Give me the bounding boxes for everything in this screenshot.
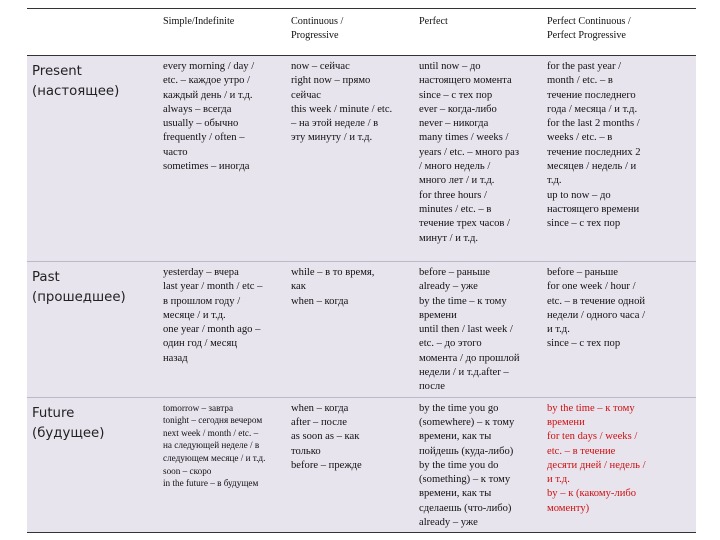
cell-line: минут / и т.д. — [419, 232, 479, 244]
cell-line: – на этой неделе / в — [291, 118, 379, 130]
cell-line: часто — [163, 146, 188, 158]
cell-line: и т.д. — [547, 474, 570, 486]
cell-line: десяти дней / недель / — [547, 459, 646, 471]
cell-line: недели / и т.д.after – — [419, 367, 509, 379]
cell-line: на следующей неделе / в — [163, 440, 260, 451]
header-perfect-label: Perfect — [419, 16, 448, 27]
cell-present-perfect-continuous — [542, 56, 696, 262]
cell-line: течение последних 2 — [547, 146, 641, 158]
cell-line: as soon as – как — [291, 431, 360, 443]
cell-line: soon – скоро — [163, 465, 212, 476]
cell-line: в прошлом году / — [163, 295, 241, 307]
header-perfect-continuous — [542, 9, 696, 56]
cell-line: течение последнего — [547, 89, 636, 101]
tense-past — [27, 262, 158, 398]
header-perfect — [414, 9, 542, 56]
header-perfect-continuous-line2: Perfect Progressive — [547, 30, 626, 42]
cell-line: one year / month ago – — [163, 324, 261, 336]
cell-line: т.д. — [547, 175, 562, 187]
cell-line: каждый день / и т.д. — [163, 89, 253, 101]
tense-future — [27, 397, 158, 533]
cell-past-continuous — [286, 262, 414, 398]
cell-line: времени, как ты — [419, 431, 492, 443]
cell-line: ever – когда-либо — [419, 103, 497, 115]
cell-line: сейчас — [291, 89, 321, 101]
cell-past-simple — [158, 262, 286, 398]
cell-past-perfect-continuous — [542, 262, 696, 398]
tense-translation: (прошедшее) — [32, 290, 126, 305]
cell-present-simple — [158, 56, 286, 262]
cell-line: years / etc. – много раз — [419, 146, 520, 158]
cell-line: следующем месяце / и т.д. — [163, 453, 266, 464]
tense-name: Future — [32, 405, 75, 421]
row-future — [27, 397, 696, 533]
cell-line: for the last 2 months / — [547, 118, 640, 130]
cell-line: before – раньше — [547, 267, 619, 278]
cell-line: назад — [163, 352, 188, 364]
cell-line: настоящего времени — [547, 203, 640, 215]
cell-present-perfect — [414, 56, 542, 262]
cell-line: usually – обычно — [163, 118, 239, 130]
cell-line: (somewhere) – к тому — [419, 416, 515, 428]
cell-line: by the time – к тому — [419, 295, 507, 307]
cell-line: и т.д. — [547, 324, 570, 336]
cell-line: right now – прямо — [291, 75, 371, 87]
cell-line: since – с тех пор — [419, 89, 493, 101]
cell-line: времени — [419, 309, 457, 321]
cell-line: many times / weeks / — [419, 132, 509, 144]
cell-line: for ten days / weeks / — [547, 431, 638, 443]
cell-line: эту минуту / и т.д. — [291, 132, 373, 144]
cell-line: since – с тех пор — [547, 338, 621, 350]
cell-line: моменту) — [547, 502, 590, 514]
tense-translation: (будущее) — [32, 425, 105, 441]
cell-line: момента / до прошлой — [419, 352, 520, 364]
cell-line: времени, как ты — [419, 488, 492, 500]
cell-line: только — [291, 445, 321, 457]
cell-line: already – уже — [419, 281, 478, 293]
cell-line: sometimes – иногда — [163, 161, 250, 173]
cell-line: before – раньше — [419, 267, 491, 278]
cell-line: by – к (какому-либо — [547, 488, 637, 500]
tenses-table — [27, 8, 696, 533]
cell-line: already – уже — [419, 517, 478, 529]
cell-line: yesterday – вчера — [163, 267, 239, 278]
cell-line: when – когда — [291, 402, 349, 414]
cell-line: by the time you do — [419, 459, 499, 471]
cell-line: since – с тех пор — [547, 218, 621, 230]
cell-line: now – сейчас — [291, 61, 350, 72]
cell-line: always – всегда — [163, 103, 232, 115]
cell-line: month / etc. – в — [547, 75, 613, 87]
cell-future-simple — [158, 397, 286, 533]
cell-present-continuous — [286, 56, 414, 262]
cell-line: года / месяца / и т.д. — [547, 103, 638, 115]
cell-line: настоящего момента — [419, 75, 512, 87]
cell-line: времени — [547, 416, 585, 428]
cell-line: etc. – в течение — [547, 445, 616, 457]
cell-future-perfect — [414, 397, 542, 533]
row-past — [27, 262, 696, 398]
cell-line: after – после — [291, 416, 347, 428]
cell-line: после — [419, 381, 445, 393]
header-continuous — [286, 9, 414, 56]
cell-line: minutes / etc. – в — [419, 203, 492, 215]
tense-name: Past — [32, 270, 60, 285]
cell-line: when – когда — [291, 295, 349, 307]
cell-future-perfect-continuous — [542, 397, 696, 533]
cell-line: месяце / и т.д. — [163, 309, 226, 321]
cell-line: недели / одного часа / — [547, 309, 646, 321]
tense-present — [27, 56, 158, 262]
cell-line: last year / month / etc – — [163, 281, 263, 293]
cell-line: in the future – в будущем — [163, 478, 259, 489]
cell-line: как — [291, 281, 306, 293]
cell-line: before – прежде — [291, 459, 362, 471]
cell-line: this week / minute / etc. — [291, 103, 393, 115]
tense-name: Present — [32, 64, 82, 79]
cell-line: etc. – в течение одной — [547, 295, 646, 307]
tense-translation: (настоящее) — [32, 84, 120, 99]
header-row — [27, 9, 696, 56]
cell-line: by the time – к тому — [547, 402, 635, 414]
cell-line: etc. – каждое утро / — [163, 75, 251, 87]
cell-line: сделаешь (что-либо) — [419, 502, 512, 514]
cell-line: for one week / hour / — [547, 281, 636, 293]
cell-line: next week / month / etc. – — [163, 427, 259, 438]
cell-line: up to now – до — [547, 189, 611, 201]
cell-line: frequently / often – — [163, 132, 245, 144]
cell-line: while – в то время, — [291, 267, 375, 278]
cell-line: / много недель / — [419, 161, 491, 173]
header-simple — [158, 9, 286, 56]
cell-line: пойдешь (куда-либо) — [419, 445, 514, 457]
cell-line: until now – до — [419, 61, 481, 72]
cell-line: etc. – до этого — [419, 338, 482, 350]
header-continuous-line1: Continuous / — [291, 16, 344, 27]
cell-line: never – никогда — [419, 118, 489, 130]
cell-line: один год / месяц — [163, 338, 237, 350]
cell-line: weeks / etc. – в — [547, 132, 613, 144]
cell-line: (something) – к тому — [419, 474, 511, 486]
cell-line: tomorrow – завтра — [163, 402, 234, 413]
cell-line: много лет / и т.д. — [419, 175, 495, 187]
cell-line: течение трех часов / — [419, 218, 510, 230]
header-continuous-line2: Progressive — [291, 30, 339, 42]
cell-line: every morning / day / — [163, 61, 255, 72]
cell-future-continuous — [286, 397, 414, 533]
cell-line: for the past year / — [547, 61, 622, 72]
header-perfect-continuous-line1: Perfect Continuous / — [547, 16, 631, 27]
cell-line: by the time you go — [419, 402, 499, 414]
header-simple-label: Simple/Indefinite — [163, 16, 235, 27]
cell-line: for three hours / — [419, 189, 487, 201]
cell-line: tonight – сегодня вечером — [163, 415, 263, 426]
cell-line: until then / last week / — [419, 324, 513, 336]
cell-past-perfect — [414, 262, 542, 398]
header-empty-cell — [27, 9, 158, 56]
row-present — [27, 56, 696, 262]
cell-line: месяцев / недель / и — [547, 161, 637, 173]
